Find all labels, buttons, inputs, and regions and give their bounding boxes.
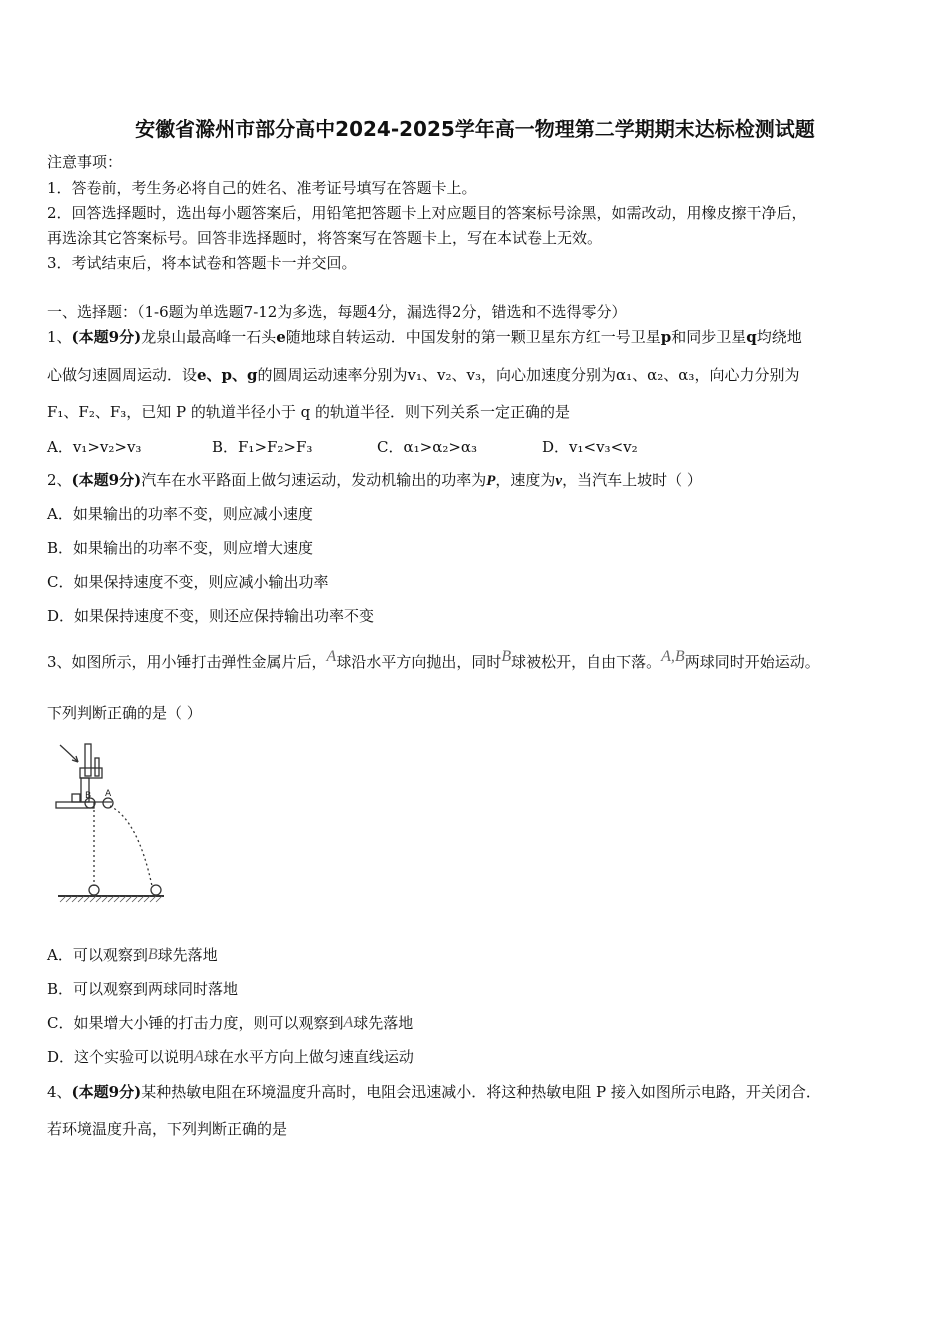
ball-a-landed xyxy=(151,885,161,895)
q3-opt-a-var: B xyxy=(147,946,158,963)
stand-post-small xyxy=(95,758,99,776)
q1-option-c[interactable]: C．α₁>α₂>α₃ xyxy=(377,438,478,456)
q2-option-d[interactable]: D．如果保持速度不变，则还应保持输出功率不变 xyxy=(47,607,375,625)
q3-opt-c-var: A xyxy=(343,1014,354,1031)
q2-stem xyxy=(47,470,702,491)
q2-option-b[interactable]: B．如果输出的功率不变，则应增大速度 xyxy=(47,539,314,557)
q2-speed-symbol: v xyxy=(555,473,563,489)
notice-heading: 注意事项： xyxy=(47,153,123,171)
notice-item-2a: 2．回答选择题时，选出每小题答案后，用铅笔把答题卡上对应题目的答案标号涂黑，如需改动，用橡皮擦干净后， xyxy=(47,204,807,222)
q2-score: (本题9分) xyxy=(71,471,142,489)
q1-line-1 xyxy=(47,327,802,347)
q3-option-b[interactable]: B．可以观察到两球同时落地 xyxy=(47,980,239,998)
q1-line-3: F₁、F₂、F₃，已知 P 的轨道半径小于 q 的轨道半径．则下列关系一定正确的是 xyxy=(47,403,571,421)
q1-score: (本题9分) xyxy=(71,328,142,346)
q3-option-c[interactable] xyxy=(47,1013,413,1034)
q1-q: q xyxy=(746,328,757,346)
q1-option-b[interactable]: B．F₁>F₂>F₃ xyxy=(212,438,313,456)
q1-option-a[interactable]: A．v₁>v₂>v₃ xyxy=(47,438,142,456)
q1-p: p xyxy=(660,328,672,346)
q1-option-d[interactable]: D．v₁<v₃<v₂ xyxy=(542,438,638,456)
q1-text-a: 龙泉山最高峰一石头 xyxy=(141,328,277,346)
q3-opt-d-text-b: 球在水平方向上做匀速直线运动 xyxy=(203,1048,414,1066)
q3-opt-c-text: C．如果增大小锤的打击力度，则可以观察到 xyxy=(47,1014,344,1032)
q3-text-a: 3、如图所示，用小锤打击弹性金属片后， xyxy=(47,653,327,671)
q1-text-b: 随地球自转运动．中国发射的第一颗卫星东方红一号卫星 xyxy=(285,328,661,346)
q3-text-b: 球沿水平方向抛出，同时 xyxy=(336,653,502,671)
plate-tab xyxy=(72,794,80,802)
ball-b-landed xyxy=(89,885,99,895)
ball-a-path xyxy=(110,806,152,886)
q4-text-a: 某种热敏电阻在环境温度升高时，电阻会迅速减小．将这种热敏电阻 P 接入如图所示电路，开关闭合． xyxy=(141,1083,821,1101)
q1-epg: e、p、g xyxy=(197,366,258,384)
q1-line-2 xyxy=(47,365,799,385)
q1-text-d: 均绕地 xyxy=(756,328,802,346)
notice-item-3: 3．考试结束后，将本试卷和答题卡一并交回。 xyxy=(47,254,357,272)
notice-item-1: 1．答卷前，考生务必将自己的姓名、准考证号填写在答题卡上。 xyxy=(47,179,477,197)
q1-text-e: 心做匀速圆周运动．设 xyxy=(47,366,198,384)
q1-number: 1、 xyxy=(47,328,72,346)
notice-item-2b: 再选涂其它答案标号。回答非选择题时，将答案写在答题卡上，写在本试卷上无效。 xyxy=(47,229,603,247)
q2-text-b: ，速度为 xyxy=(495,471,556,489)
q2-power-symbol: P xyxy=(486,473,496,489)
q4-number: 4、 xyxy=(47,1083,72,1101)
q3-var-a: A xyxy=(326,648,337,665)
q1-text-f: 的圆周运动速率分别为v₁、v₂、v₃，向心加速度分别为α₁、α₂、α₃，向心力分别为 xyxy=(257,366,800,384)
q1-e: e xyxy=(276,328,286,346)
q1-text-c: 和同步卫星 xyxy=(671,328,747,346)
q2-text-c: ，当汽车上坡时（ ） xyxy=(562,471,702,489)
q4-line-2: 若环境温度升高，下列判断正确的是 xyxy=(47,1120,288,1138)
q4-score: (本题9分) xyxy=(71,1083,142,1101)
q3-option-a[interactable] xyxy=(47,945,218,966)
q3-var-ab: A,B xyxy=(661,648,685,665)
exam-title: 安徽省滁州市部分高中2024-2025学年高一物理第二学期期末达标检测试题 xyxy=(135,117,815,141)
q2-option-a[interactable]: A．如果输出的功率不变，则应减小速度 xyxy=(47,505,313,523)
figure-label-b: B xyxy=(85,791,92,801)
q3-experiment-figure xyxy=(52,740,172,910)
q3-var-b: B xyxy=(501,648,512,665)
q3-opt-a-text: A．可以观察到 xyxy=(47,946,148,964)
q3-opt-d-text: D．这个实验可以说明 xyxy=(47,1048,195,1066)
q3-opt-d-var: A xyxy=(194,1048,204,1065)
q3-opt-a-text-b: 球先落地 xyxy=(157,946,218,964)
q3-prompt: 下列判断正确的是（ ） xyxy=(47,704,202,722)
section-heading: 一、选择题：（1-6题为单选题7-12为多选，每题4分，漏选得2分，错选和不选得零分） xyxy=(47,303,627,321)
q3-stem xyxy=(47,648,820,673)
q3-text-d: 两球同时开始运动。 xyxy=(684,653,820,671)
figure-label-a: A xyxy=(105,789,112,799)
q2-number: 2、 xyxy=(47,471,72,489)
q2-text-a: 汽车在水平路面上做匀速运动，发动机输出的功率为 xyxy=(141,471,487,489)
hammer-arrow xyxy=(60,745,78,762)
q3-text-c: 球被松开，自由下落。 xyxy=(511,653,662,671)
q3-opt-c-text-b: 球先落地 xyxy=(353,1014,414,1032)
stand-post xyxy=(85,744,91,776)
q4-line-1 xyxy=(47,1082,821,1102)
q2-option-c[interactable]: C．如果保持速度不变，则应减小输出功率 xyxy=(47,573,329,591)
q3-option-d[interactable] xyxy=(47,1047,414,1068)
